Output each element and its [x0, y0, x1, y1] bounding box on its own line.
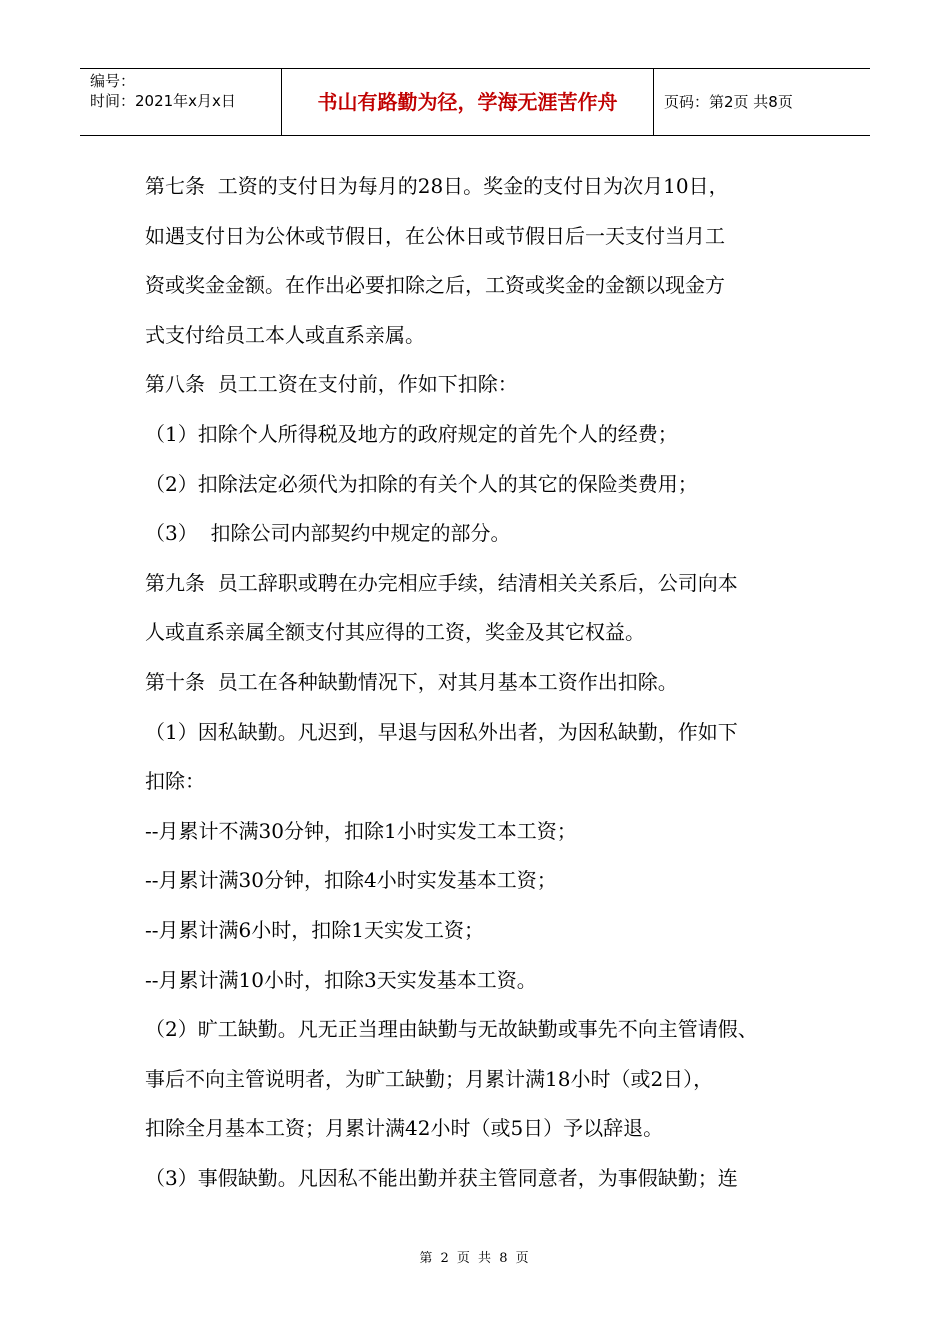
page-footer: 第 2 页 共 8 页 — [419, 1251, 531, 1266]
text-line: （1）扣除个人所得税及地方的政府规定的首先个人的经费； — [145, 421, 678, 446]
text-line: （3） 扣除公司内部契约中规定的部分。 — [145, 521, 511, 546]
text-line: （2）扣除法定必须代为扣除的有关个人的其它的保险类费用； — [145, 471, 698, 496]
number-label: 编号： — [90, 72, 136, 90]
text-line: 第七条 工资的支付日为每月的28日。奖金的支付日为次月10日， — [145, 174, 729, 198]
text-line: （3）事假缺勤。凡因私不能出勤并获主管同意者，为事假缺勤；连 — [145, 1165, 738, 1190]
date-label: 时间：2021年x月x日 — [90, 92, 236, 110]
text-line: 人或直系亲属全额支付其应得的工资，奖金及其它权益。 — [145, 620, 645, 645]
text-line: 扣除： — [145, 769, 205, 794]
header-meta-cell — [80, 69, 282, 135]
text-line: 式支付给员工本人或直系亲属。 — [145, 322, 425, 347]
text-line: 第九条 员工辞职或聘在办完相应手续，结清相关关系后，公司向本 — [145, 570, 738, 595]
text-line: --月累计满30分钟，扣除4小时实发基本工资； — [145, 868, 557, 893]
text-line: 如遇支付日为公休或节假日，在公休日或节假日后一天支付当月工 — [145, 223, 725, 248]
document-header — [80, 68, 870, 136]
text-line: 第八条 员工工资在支付前，作如下扣除： — [145, 372, 518, 397]
text-line: --月累计不满30分钟，扣除1小时实发工本工资； — [145, 818, 577, 843]
text-line: 事后不向主管说明者，为旷工缺勤；月累计满18小时（或2日）， — [145, 1066, 714, 1091]
header-motto: 书山有路勤为径，学海无涯苦作舟 — [282, 69, 654, 135]
text-line: 资或奖金金额。在作出必要扣除之后，工资或奖金的金额以现金方 — [145, 273, 725, 298]
document-body — [145, 162, 845, 1203]
text-line: 扣除全月基本工资；月累计满42小时（或5日）予以辞退。 — [145, 1116, 664, 1141]
header-page-number: 页码：第2页 共8页 — [664, 93, 793, 111]
text-line: 第十条 员工在各种缺勤情况下，对其月基本工资作出扣除。 — [145, 669, 678, 694]
text-line: --月累计满10小时，扣除3天实发基本工资。 — [145, 967, 537, 992]
text-line: （2）旷工缺勤。凡无正当理由缺勤与无故缺勤或事先不向主管请假、 — [145, 1017, 758, 1042]
text-line: （1）因私缺勤。凡迟到，早退与因私外出者，为因私缺勤，作如下 — [145, 719, 738, 744]
text-line: --月累计满6小时，扣除1天实发工资； — [145, 917, 484, 942]
